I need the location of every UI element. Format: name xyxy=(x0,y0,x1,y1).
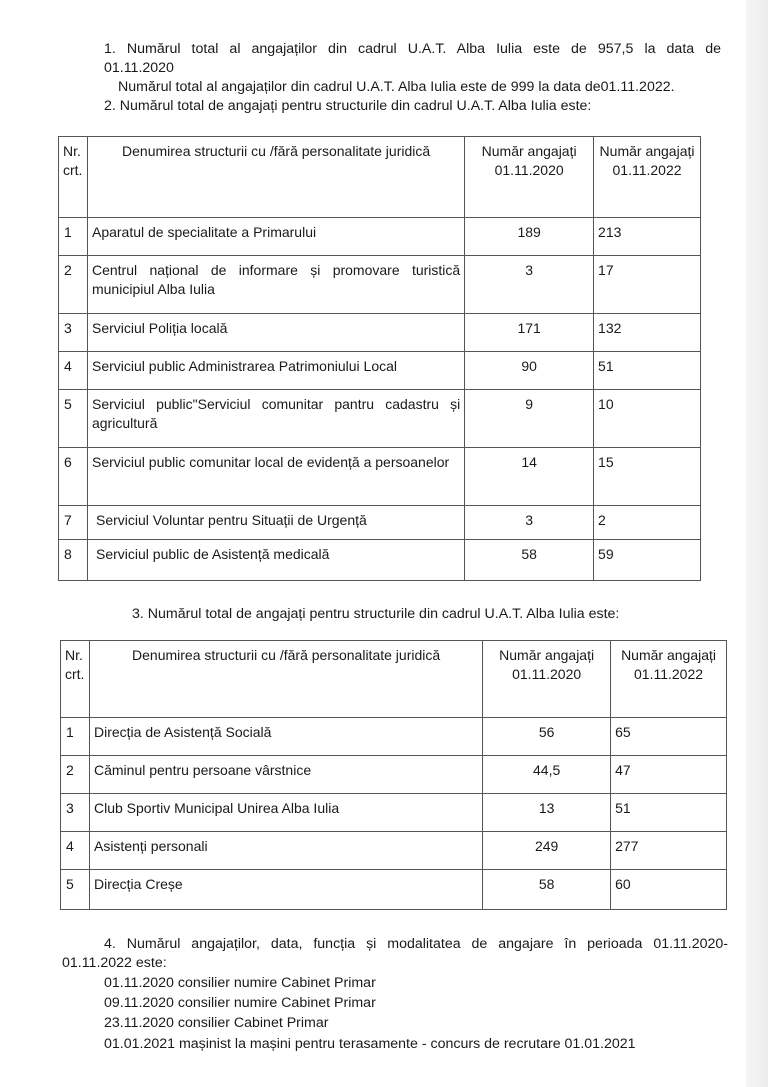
list-item: 01.01.2021 mașinist la mașini pentru terasamente - concurs de recrutare 01.01.2021 xyxy=(104,1036,636,1052)
item2-heading: 2. Numărul total de angajați pentru structurile din cadrul U.A.T. Alba Iulia este: xyxy=(104,98,592,114)
structures-table-2 xyxy=(60,640,727,910)
row-name: Direcția Creșe xyxy=(89,870,482,910)
table1-header-2020: Număr angajați 01.11.2020 xyxy=(465,137,594,218)
table-row xyxy=(59,506,701,540)
row-nr: 3 xyxy=(59,314,88,352)
row-nr: 2 xyxy=(59,256,88,314)
row-nr: 3 xyxy=(61,794,90,832)
row-value-2020: 58 xyxy=(483,870,611,910)
row-value-2022: 15 xyxy=(594,448,701,506)
row-value-2020: 58 xyxy=(465,540,594,581)
table-row xyxy=(61,870,727,910)
table-row xyxy=(61,794,727,832)
row-value-2020: 56 xyxy=(483,718,611,756)
table-row xyxy=(59,256,701,314)
row-name: Club Sportiv Municipal Unirea Alba Iulia xyxy=(89,794,482,832)
row-value-2022: 47 xyxy=(611,756,727,794)
list-item: 09.11.2020 consilier numire Cabinet Primar xyxy=(104,995,376,1011)
row-value-2022: 213 xyxy=(594,218,701,256)
row-value-2022: 51 xyxy=(594,352,701,390)
table1-header-row xyxy=(59,137,701,218)
row-name: Asistenți personali xyxy=(89,832,482,870)
table-row xyxy=(59,390,701,448)
row-name: Serviciul public Administrarea Patrimoniului Local xyxy=(87,352,464,390)
item4-line1: 4. Numărul angajaților, data, funcția și modalitatea de angajare în perioada 01.11.2020- xyxy=(104,936,728,952)
table-row xyxy=(59,314,701,352)
row-nr: 5 xyxy=(61,870,90,910)
row-nr: 5 xyxy=(59,390,88,448)
table-row xyxy=(59,540,701,581)
row-name: Serviciul Voluntar pentru Situații de Urgență xyxy=(87,506,464,540)
table2-header-name: Denumirea structurii cu /fără personalitate juridică xyxy=(89,641,482,718)
item3-heading: 3. Numărul total de angajați pentru structurile din cadrul U.A.T. Alba Iulia este: xyxy=(132,606,620,622)
row-value-2022: 2 xyxy=(594,506,701,540)
table-row xyxy=(59,448,701,506)
row-name: Direcția de Asistență Socială xyxy=(89,718,482,756)
row-nr: 4 xyxy=(61,832,90,870)
row-name: Serviciul Poliția locală xyxy=(87,314,464,352)
row-value-2020: 3 xyxy=(465,506,594,540)
row-value-2022: 17 xyxy=(594,256,701,314)
structures-table-1 xyxy=(58,136,701,581)
row-name: Căminul pentru persoane vârstnice xyxy=(89,756,482,794)
row-value-2020: 249 xyxy=(483,832,611,870)
table2-header-2022: Număr angajați 01.11.2022 xyxy=(611,641,727,718)
row-name: Serviciul public comunitar local de evidență a persoanelor xyxy=(87,448,464,506)
table2-header-row xyxy=(61,641,727,718)
row-value-2022: 10 xyxy=(594,390,701,448)
table2-header-2020: Număr angajați 01.11.2020 xyxy=(483,641,611,718)
row-nr: 7 xyxy=(59,506,88,540)
table-row xyxy=(61,718,727,756)
table-row xyxy=(61,832,727,870)
list-item: 01.11.2020 consilier numire Cabinet Primar xyxy=(104,975,376,991)
row-value-2022: 60 xyxy=(611,870,727,910)
table2-header-nr: Nr. crt. xyxy=(61,641,90,718)
row-nr: 1 xyxy=(61,718,90,756)
row-value-2020: 9 xyxy=(465,390,594,448)
table1-header-nr: Nr. crt. xyxy=(59,137,88,218)
item1-line2: 01.11.2020 xyxy=(104,60,174,76)
row-value-2020: 90 xyxy=(465,352,594,390)
row-nr: 2 xyxy=(61,756,90,794)
item1-line1: 1. Numărul total al angajaților din cadrul U.A.T. Alba Iulia este de 957,5 la data de xyxy=(104,41,721,57)
row-name: Aparatul de specialitate a Primarului xyxy=(87,218,464,256)
row-value-2020: 13 xyxy=(483,794,611,832)
list-item: 23.11.2020 consilier Cabinet Primar xyxy=(104,1015,329,1031)
row-value-2020: 189 xyxy=(465,218,594,256)
row-nr: 6 xyxy=(59,448,88,506)
row-value-2020: 44,5 xyxy=(483,756,611,794)
row-name: Serviciul public"Serviciul comunitar pantru cadastru și agricultură xyxy=(87,390,464,448)
row-name: Centrul național de informare și promovare turistică municipiul Alba Iulia xyxy=(87,256,464,314)
row-nr: 8 xyxy=(59,540,88,581)
row-value-2020: 171 xyxy=(465,314,594,352)
item1-line3: Numărul total al angajaților din cadrul U.A.T. Alba Iulia este de 999 la data de01.11.2022. xyxy=(118,79,675,95)
row-value-2020: 3 xyxy=(465,256,594,314)
table-row xyxy=(59,218,701,256)
row-name: Serviciul public de Asistență medicală xyxy=(87,540,464,581)
row-nr: 4 xyxy=(59,352,88,390)
item4-line2: 01.11.2022 este: xyxy=(62,955,167,971)
table-row xyxy=(61,756,727,794)
row-value-2022: 59 xyxy=(594,540,701,581)
row-nr: 1 xyxy=(59,218,88,256)
row-value-2020: 14 xyxy=(465,448,594,506)
row-value-2022: 132 xyxy=(594,314,701,352)
row-value-2022: 277 xyxy=(611,832,727,870)
row-value-2022: 65 xyxy=(611,718,727,756)
table1-header-2022: Număr angajați 01.11.2022 xyxy=(594,137,701,218)
table-row xyxy=(59,352,701,390)
table1-header-name: Denumirea structurii cu /fără personalitate juridică xyxy=(87,137,464,218)
row-value-2022: 51 xyxy=(611,794,727,832)
page-edge-shadow xyxy=(746,0,768,1087)
